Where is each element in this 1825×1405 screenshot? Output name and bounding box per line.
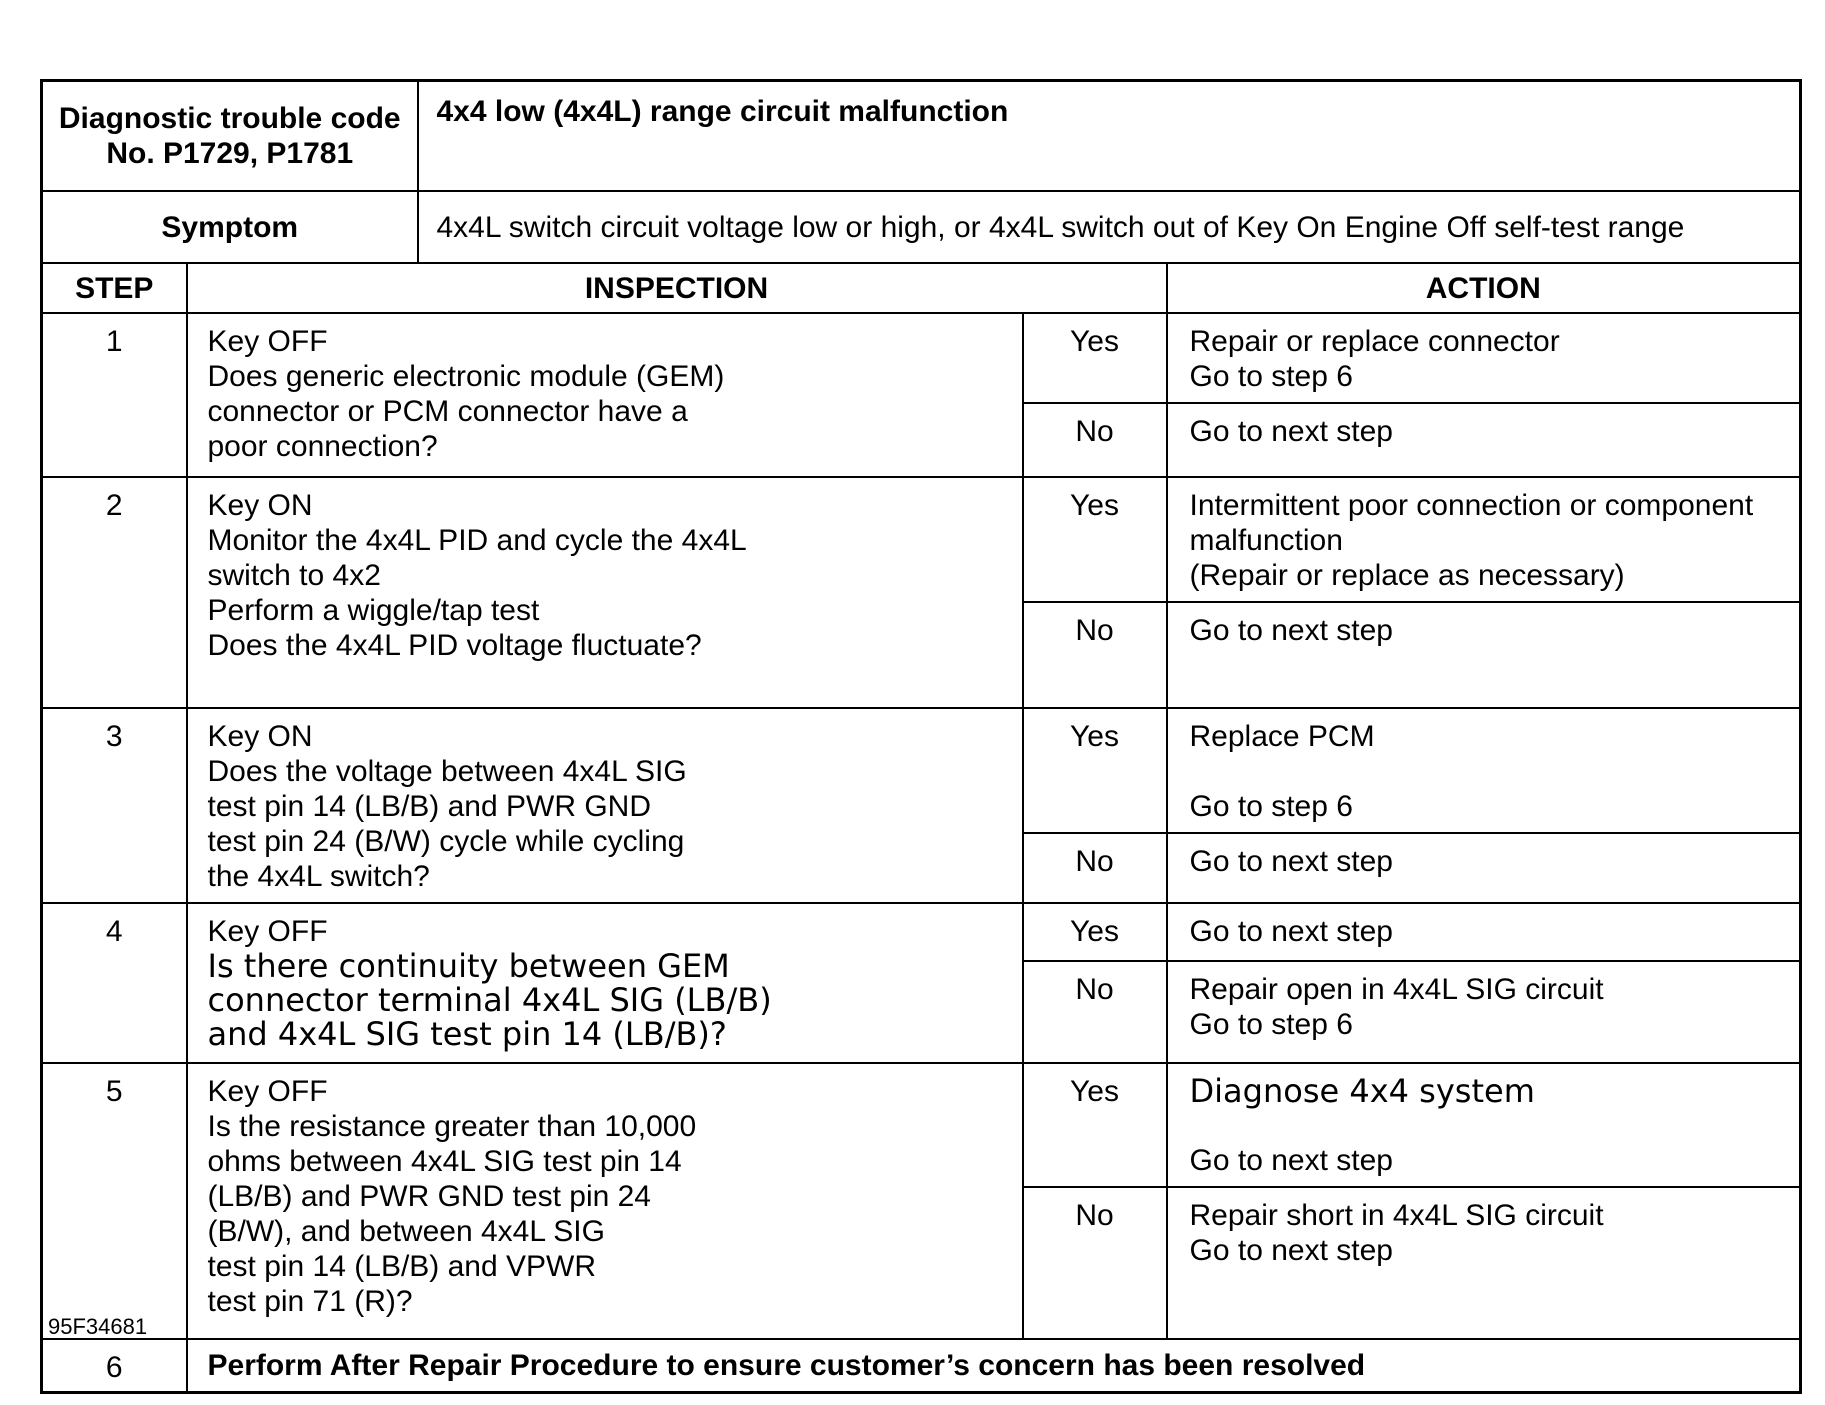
step-row [42,708,1801,833]
inspection-line: Does the voltage between 4x4L SIG [207,755,687,788]
yes-label: Yes [1023,1063,1167,1187]
inspection-line: ohms between 4x4L SIG test pin 14 [207,1145,682,1178]
column-header-row [42,263,1801,313]
step-row [42,477,1801,602]
action-spacer [1190,1108,1786,1143]
step-number: 4 [42,903,187,1063]
yes-action [1167,708,1801,833]
step-row [42,313,1801,403]
action-column-header: ACTION [1167,263,1801,313]
action-line: (Repair or replace as necessary) [1189,559,1625,592]
step-inspection [187,708,1023,903]
yes-action [1167,313,1801,403]
no-label: No [1023,403,1167,477]
no-action [1167,1187,1801,1339]
step-inspection [187,903,1023,1063]
yes-label: Yes [1023,477,1167,602]
no-label: No [1023,1187,1167,1339]
inspection-line: the 4x4L switch? [207,860,430,893]
dtc-label: Diagnostic trouble code No. P1729, P1781 [42,81,418,192]
inspection-line: (B/W), and between 4x4L SIG [207,1215,605,1248]
step-number: 6 [42,1339,187,1393]
inspection-line: and 4x4L SIG test pin 14 (LB/B)? [207,1015,727,1053]
step-inspection [187,313,1023,477]
step-number: 1 [42,313,187,477]
action-line: Go to next step [1189,415,1393,448]
yes-label: Yes [1023,708,1167,833]
inspection-line: Is there continuity between GEM [207,947,730,985]
step-row [42,1063,1801,1187]
inspection-line: Key OFF [207,1075,328,1108]
symptom-description: 4x4L switch circuit voltage low or high, or 4x4L switch out of Key On Engine Off self-test range [418,191,1801,263]
inspection-line: Key OFF [207,325,328,358]
inspection-line: switch to 4x2 [207,559,381,592]
inspection-line: test pin 14 (LB/B) and VPWR [207,1250,597,1283]
action-line: Intermittent poor connection or component malfunction [1189,489,1754,557]
inspection-line: poor connection? [207,430,438,463]
inspection-line: Key OFF [207,915,328,948]
yes-action [1167,903,1801,961]
step-column-header: STEP [42,263,187,313]
action-line: Go to next step [1189,915,1393,948]
action-line: Repair short in 4x4L SIG circuit [1189,1199,1604,1232]
inspection-line: Key ON [207,720,313,753]
no-action [1167,961,1801,1063]
action-line: Repair or replace connector [1189,325,1560,358]
final-step-text: Perform After Repair Procedure to ensure customer’s concern has been resolved [187,1339,1801,1393]
inspection-line: connector or PCM connector have a [207,395,688,428]
step-inspection [187,477,1023,708]
step-number: 3 [42,708,187,903]
inspection-line: connector terminal 4x4L SIG (LB/B) [207,981,772,1019]
inspection-line: Monitor the 4x4L PID and cycle the 4x4L [207,524,747,557]
action-line: Go to next step [1189,845,1393,878]
inspection-column-header: INSPECTION [187,263,1167,313]
no-label: No [1023,602,1167,708]
action-line: Go to step 6 [1189,360,1353,393]
final-step-row [42,1339,1801,1393]
yes-action [1167,1063,1801,1187]
inspection-line: Does generic electronic module (GEM) [207,360,725,393]
dtc-row [42,81,1801,192]
inspection-line: (LB/B) and PWR GND test pin 24 [207,1180,651,1213]
inspection-line: test pin 14 (LB/B) and PWR GND [207,790,651,823]
no-action [1167,403,1801,477]
step-number: 5 [42,1063,187,1339]
inspection-line: test pin 24 (B/W) cycle while cycling [207,825,685,858]
action-line: Go to step 6 [1189,1008,1353,1041]
yes-label: Yes [1023,903,1167,961]
inspection-line: Is the resistance greater than 10,000 [207,1110,697,1143]
action-line: Go to step 6 [1189,790,1353,823]
action-line: Go to next step [1189,614,1393,647]
no-label: No [1023,833,1167,903]
no-action [1167,833,1801,903]
inspection-line: Does the 4x4L PID voltage fluctuate? [207,629,702,662]
action-line: Go to next step [1189,1144,1393,1177]
diagnostic-table [40,79,1802,1394]
symptom-row [42,191,1801,263]
symptom-label: Symptom [42,191,418,263]
yes-action [1167,477,1801,602]
inspection-line: Key ON [207,489,313,522]
action-line: Go to next step [1189,1234,1393,1267]
step-row [42,903,1801,961]
yes-label: Yes [1023,313,1167,403]
inspection-line: test pin 71 (R)? [207,1285,413,1318]
no-label: No [1023,961,1167,1063]
inspection-line: Perform a wiggle/tap test [207,594,540,627]
no-action [1167,602,1801,708]
action-line: Diagnose 4x4 system [1189,1072,1535,1110]
step-inspection [187,1063,1023,1339]
step-number: 2 [42,477,187,708]
action-line: Repair open in 4x4L SIG circuit [1189,973,1604,1006]
action-line: Replace PCM [1189,720,1375,753]
action-spacer [1190,754,1786,789]
dtc-title: 4x4 low (4x4L) range circuit malfunction [418,81,1801,192]
figure-id: 95F34681 [48,1314,148,1339]
